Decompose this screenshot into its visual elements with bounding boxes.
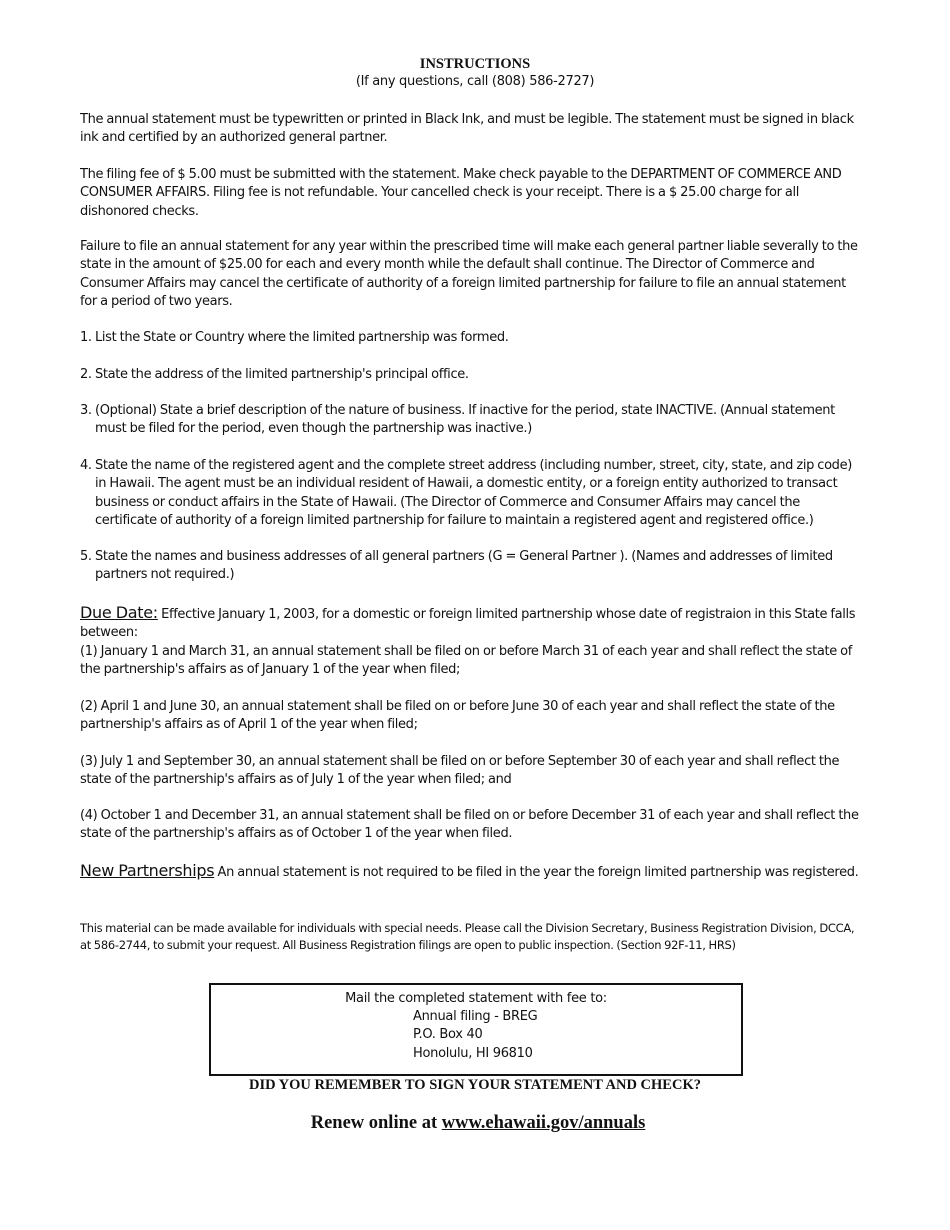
due-date-item: (4) October 1 and December 31, an annual statement shall be filed on or before December 31 of each year and shall reflect the state of the partnership's affairs as of October 1 of the year when filed. [80, 808, 859, 842]
due-date-section [80, 604, 860, 643]
new-partnerships-text: An annual statement is not required to be filed in the year the foreign limited partnership was registered. [214, 865, 859, 880]
list-item-text: 4. State the name of the registered agent and the complete street address (including number, street, city, state, and zip code) in Hawaii. The agent must be an individual resident of Hawaii, a domestic entity, or a foreign entity authorized to transact business or conduct affairs in the State of Hawaii. (The Director of Commerce and Consumer Affairs may cancel the certificate of authority of a foreign limited partnership for failure to maintain a registered agent and registered office.) [80, 458, 852, 528]
mailing-address-box [209, 983, 743, 1076]
page-subtitle: (If any questions, call (808) 586-2727) [355, 74, 595, 89]
due-date-intro: Effective January 1, 2003, for a domestic or foreign limited partnership whose date of registraion in this State falls between: [80, 607, 856, 641]
list-item: 1. List the State or Country where the limited partnership was formed. [80, 330, 509, 345]
mailing-address [413, 1008, 537, 1063]
list-item [80, 457, 860, 530]
list-item [80, 402, 860, 439]
new-partnerships-section [80, 862, 860, 882]
new-partnerships-heading: New Partnerships [80, 861, 215, 880]
renew-prefix: Renew online at [310, 1113, 442, 1133]
special-needs-note: This material can be made available for individuals with special needs. Please call the Division Secretary, Business Registration Division, DCCA, at 586-2744, to submit your request. All Business Registration filings are open to public inspection. (Section 92F-11, HRS) [80, 921, 855, 952]
mail-line: Annual filing - BREG [413, 1009, 538, 1024]
reminder-text: DID YOU REMEMBER TO SIGN YOUR STATEMENT AND CHECK? [249, 1077, 701, 1093]
due-date-item: (2) April 1 and June 30, an annual statement shall be filed on or before June 30 of each year and shall reflect the state of the partnership's affairs as of April 1 of the year when filed; [80, 699, 835, 733]
paragraph-failure: Failure to file an annual statement for any year within the prescribed time will make each general partner liable severally to the state in the amount of $25.00 for each and every month while the default shall continue. The Director of Commerce and Consumer Affairs may cancel the certificate of authority of a foreign limited partnership for failure to file an annual statement for a period of two years. [80, 239, 858, 309]
mail-heading: Mail the completed statement with fee to: [345, 991, 607, 1006]
mail-line: P.O. Box 40 [413, 1027, 483, 1043]
due-date-item: (3) July 1 and September 30, an annual statement shall be filed on or before September 30 of each year and shall reflect the state of the partnership's affairs as of July 1 of the year when filed; and [80, 754, 840, 788]
renew-online [0, 1113, 950, 1134]
paragraph-filing-fee: The filing fee of $ 5.00 must be submitted with the statement. Make check payable to the DEPARTMENT OF COMMERCE AND CONSUMER AFFAIRS. Filing fee is not refundable. Your cancelled check is your receipt. There is a $ 25.00 charge for all dishonored checks. [80, 167, 842, 219]
list-item-text: 3. (Optional) State a brief description of the nature of business. If inactive for the period, state INACTIVE. (Annual statement must be filed for the period, even though the partnership was inactive.) [80, 403, 835, 437]
page-title: INSTRUCTIONS [419, 56, 531, 72]
list-item [80, 548, 860, 585]
renew-link[interactable]: www.ehawaii.gov/annuals [441, 1113, 646, 1133]
paragraph-ink: The annual statement must be typewritten or printed in Black Ink, and must be legible. The statement must be signed in black ink and certified by an authorized general partner. [80, 112, 854, 146]
due-date-heading: Due Date: [80, 603, 158, 622]
list-item-text: 5. State the names and business addresses of all general partners (G = General Partner ). (Names and addresses of limited partners not required.) [80, 549, 833, 583]
due-date-item: (1) January 1 and March 31, an annual statement shall be filed on or before March 31 of each year and shall reflect the state of the partnership's affairs as of January 1 of the year when filed; [80, 644, 852, 678]
list-item: 2. State the address of the limited partnership's principal office. [80, 367, 469, 382]
mail-line: Honolulu, HI 96810 [413, 1045, 533, 1061]
